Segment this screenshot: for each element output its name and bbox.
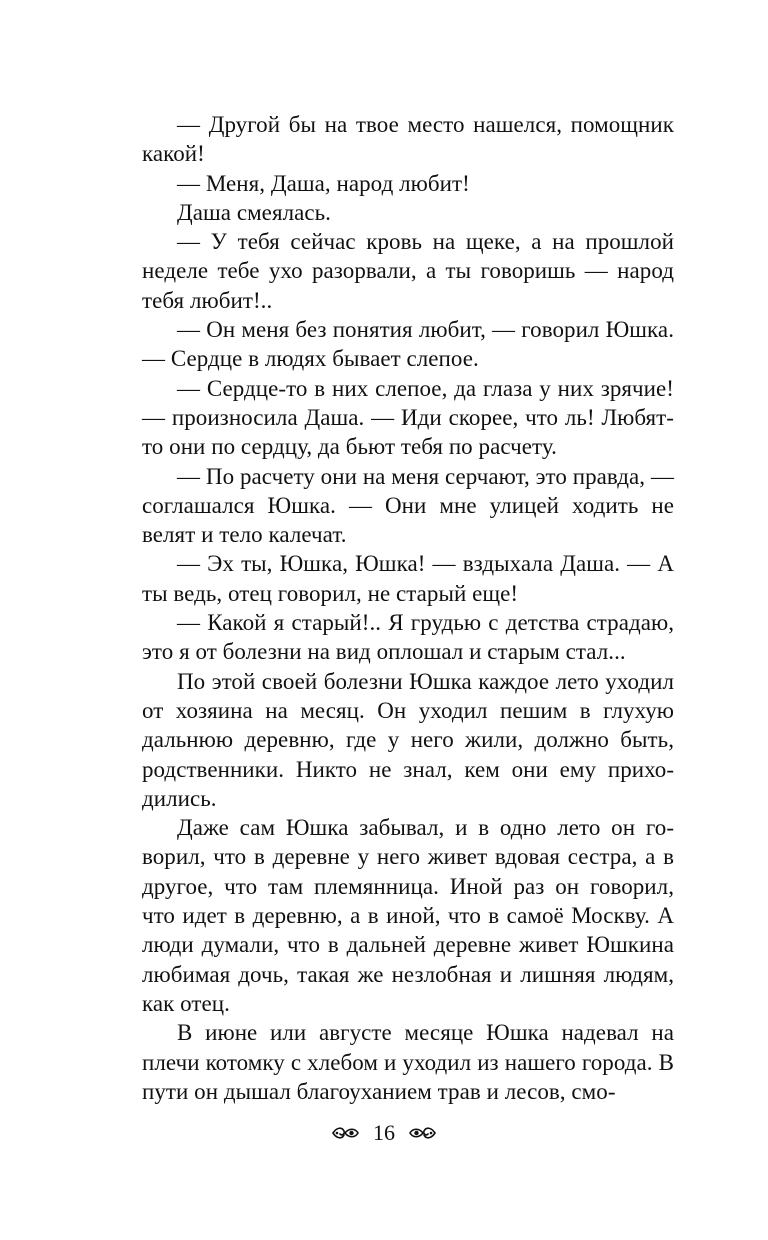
page-text [142,110,674,1106]
paragraph: — Меня, Даша, народ любит! [177,170,470,196]
fleuron-right-icon [407,1122,437,1144]
paragraph: — Эх ты, Юшка, Юшка! — вздыхала Даша. — А ты ведь, отец говорил, не старый еще! [142,551,674,606]
paragraph: — У тебя сейчас кровь на щеке, а на прошлой неделе тебе ухо разорвали, а ты говоришь — народ тебя любит!.. [142,229,674,313]
paragraph: Даже сам Юшка забывал, и в одно лето он говорил, что в деревне у него живет вдовая сестра, а в другое, что там племянница. Иной раз он говорил, что идет в деревню, а в иной, что в самоё Москву. А люди думали, что в дальней деревне живет Юшкина любимая дочь, такая же незлобная и лишняя людям, как отец. [142,815,674,1016]
page-footer [0,1120,768,1146]
paragraph: — Какой я старый!.. Я грудью с детства страдаю, это я от болезни на вид оплошал и старым стал... [142,610,674,665]
fleuron-left-icon [331,1122,361,1144]
paragraph: По этой своей болезни Юшка каждое лето уходил от хозяина на месяц. Он уходил пешим в глухую дальнюю деревню, где у него жили, должно быть, родственники. Никто не знал, кем они ему приходились. [142,668,674,811]
paragraph: — По расчету они на меня серчают, это правда, — соглашался Юшка. — Они мне улицей ходить не велят и тело калечат. [142,463,674,548]
paragraph: Даша смеялась. [177,199,331,225]
page-number: 16 [373,1120,395,1145]
paragraph: — Другой бы на твое место нашелся, помощник какой! [142,112,674,167]
paragraph: — Он меня без понятия любит, — говорил Юшка. — Сердце в людях бывает слепое. [142,317,674,372]
paragraph: — Сердце-то в них слепое, да глаза у них зрячие! — произносила Даша. — Иди скорее, что ль! Любят-то они по сердцу, да бьют тебя по расчету. [142,375,674,460]
paragraph: В июне или августе месяце Юшка надевал на плечи котомку с хлебом и уходил из нашего города. В пути он дышал благоуханием трав и лесов, смо- [142,1020,674,1104]
